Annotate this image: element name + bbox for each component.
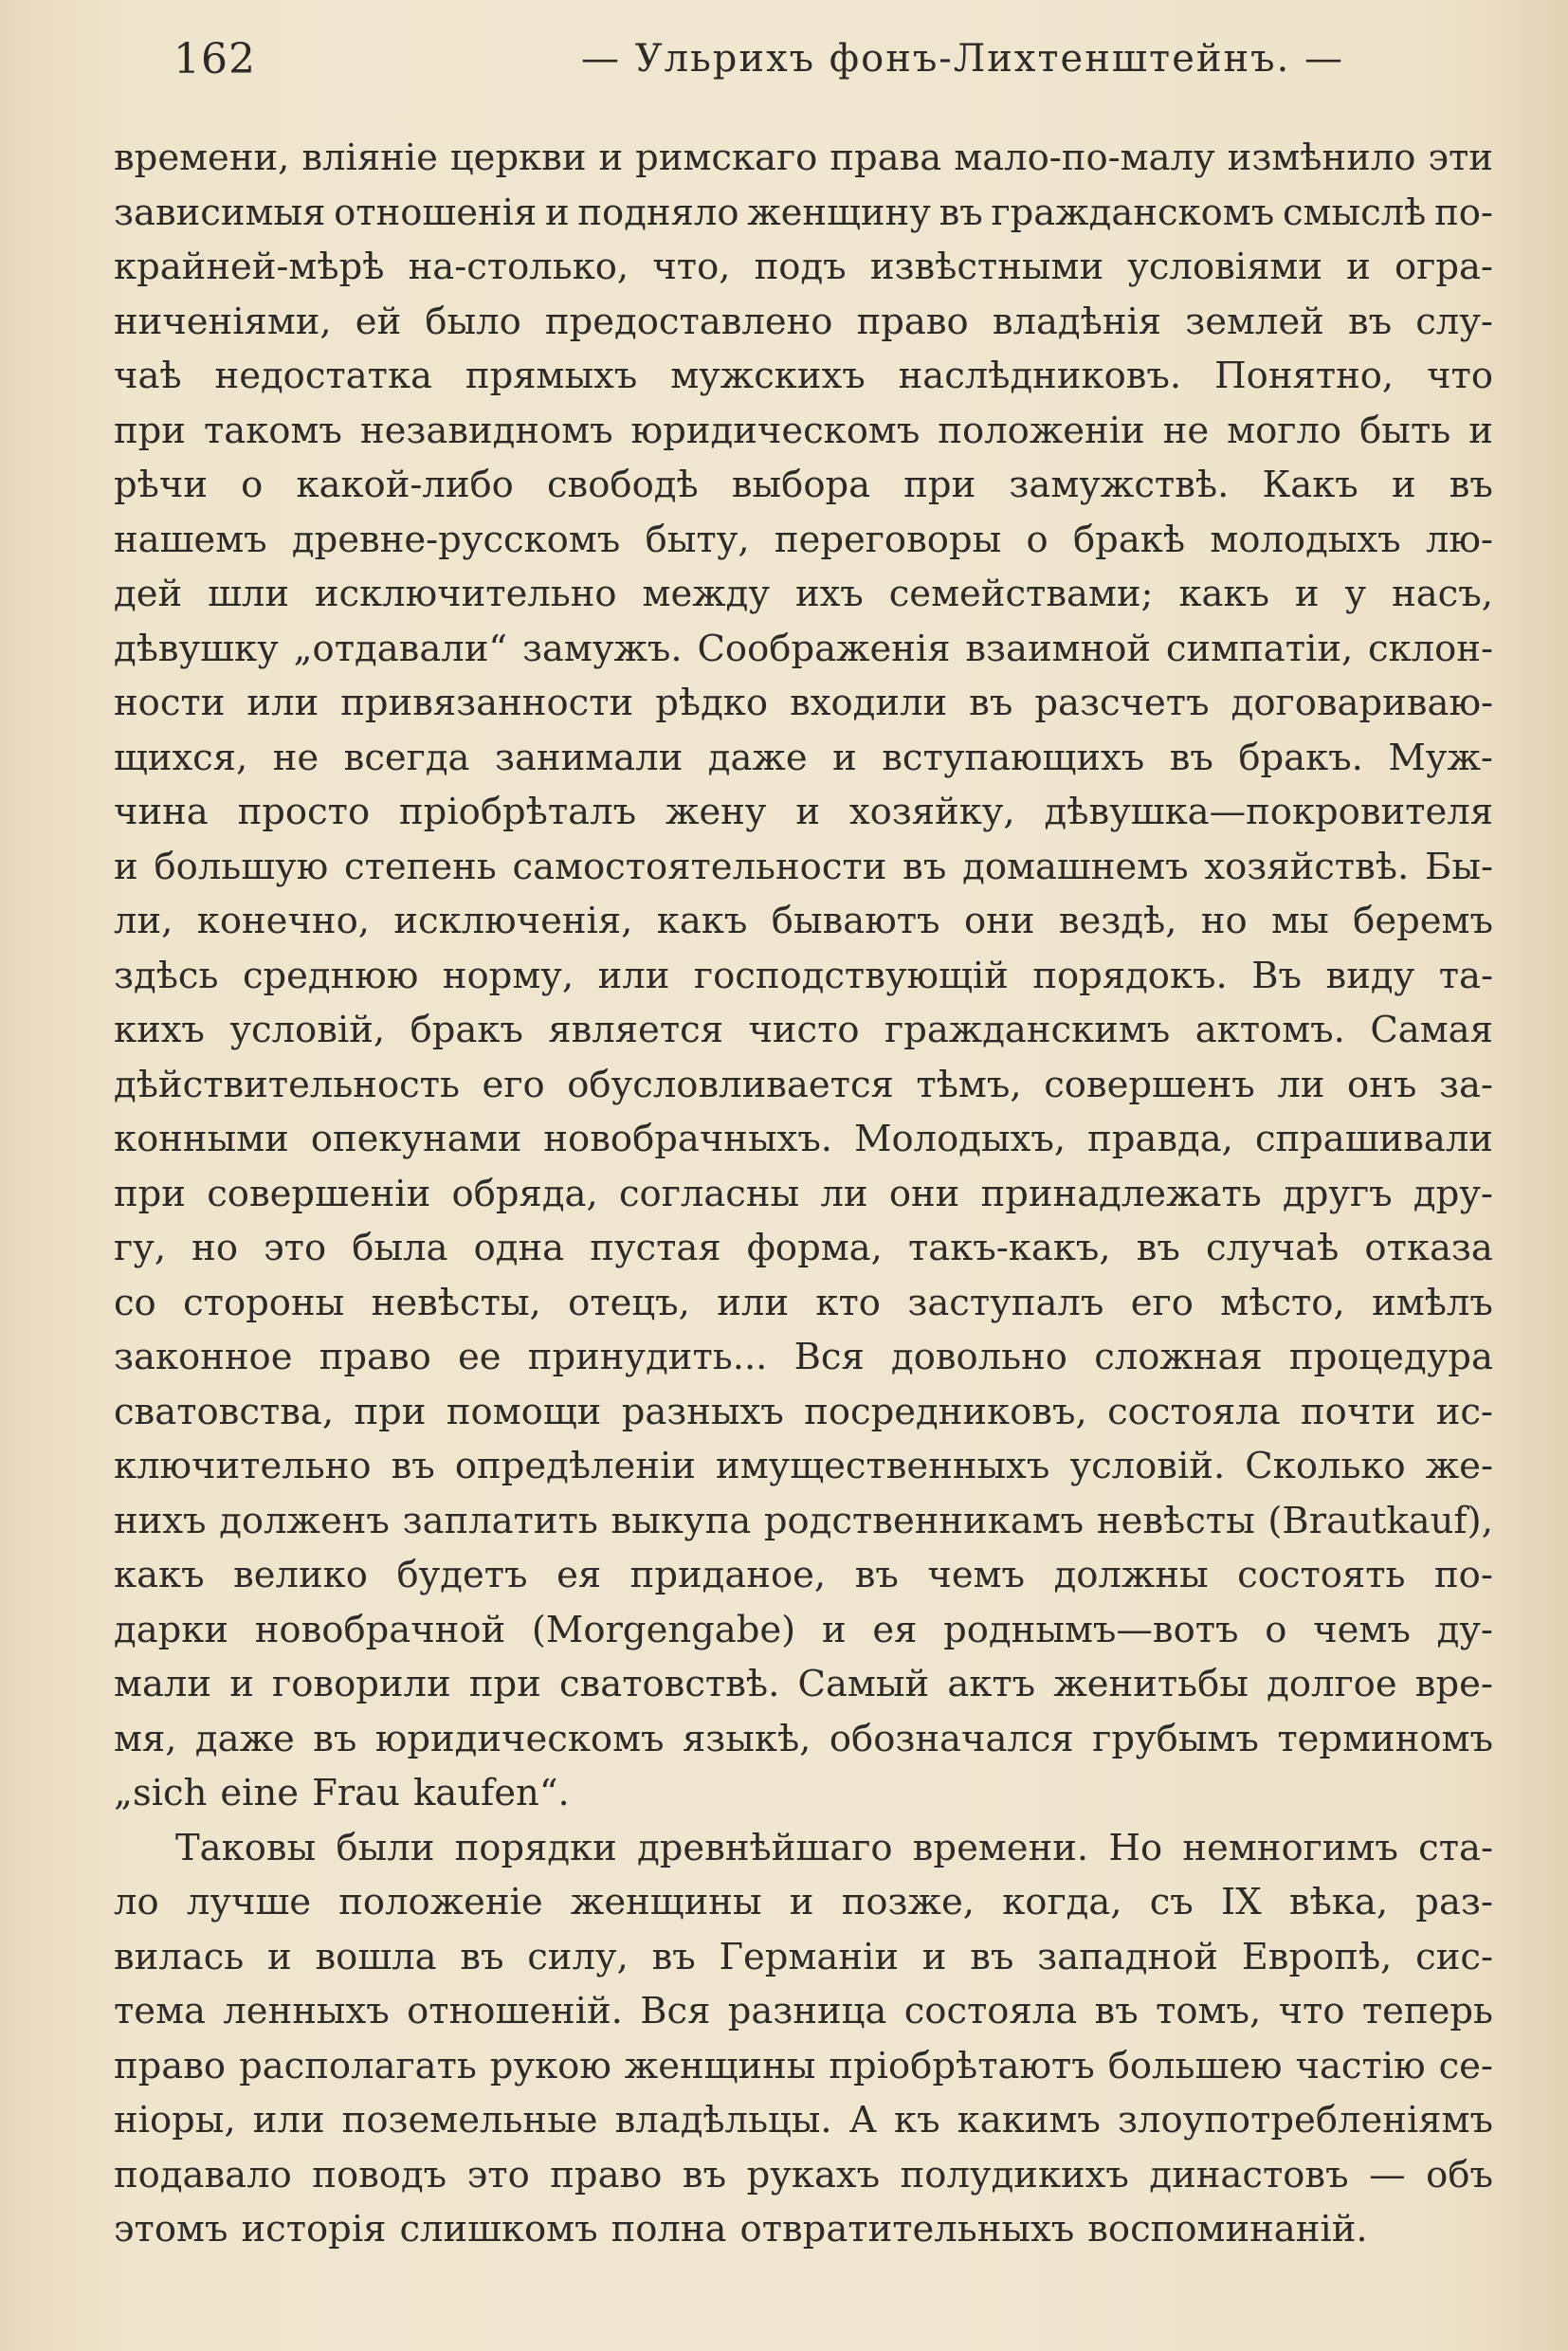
running-title: — Ульрихъ фонъ-Лихтенштейнъ. — [581,37,1345,81]
text-line: рѣчи о какой-либо свободѣ выбора при замужствѣ. Какъ и въ [114,464,1493,506]
running-head [173,30,1487,87]
text-line: „sich eine Frau kaufen“. [114,1772,570,1814]
text-line: дей шли исключительно между ихъ семействами; какъ и у насъ, [114,573,1493,615]
text-line: право располагать рукою женщины пріобрѣтаютъ большею частію се- [114,2044,1493,2087]
text-line: ности или привязанности рѣдко входили въ разсчетъ договариваю- [114,682,1493,724]
text-line: со стороны невѣсты, отецъ, или кто заступалъ его мѣсто, имѣлъ [114,1281,1493,1324]
text-line: кихъ условій, бракъ является чисто гражданскимъ актомъ. Самая [114,1009,1493,1051]
text-line: мя, даже въ юридическомъ языкѣ, обозначался грубымъ терминомъ [114,1717,1493,1760]
text-line: мали и говорили при сватовствѣ. Самый актъ женитьбы долгое вре- [114,1663,1493,1705]
text-line: сватовства, при помощи разныхъ посредниковъ, состояла почти ис- [114,1390,1493,1433]
text-line: чаѣ недостатка прямыхъ мужскихъ наслѣдниковъ. Понятно, что [114,355,1493,397]
paragraph [114,131,1493,1821]
text-line: вилась и вошла въ силу, въ Германіи и въ западной Европѣ, сис- [114,1935,1493,1978]
body-text [114,131,1493,2257]
text-line: дарки новобрачной (Morgengabe) и ея роднымъ—вотъ о чемъ ду- [114,1608,1493,1651]
text-line: нашемъ древне-русскомъ быту, переговоры о бракѣ молодыхъ лю- [114,518,1493,561]
text-line: чина просто пріобрѣталъ жену и хозяйку, дѣвушка—покровителя [114,791,1493,833]
text-line: ніоры, или поземельные владѣльцы. А къ какимъ злоупотребленіямъ [114,2099,1493,2141]
text-line: щихся, не всегда занимали даже и вступающихъ въ бракъ. Муж- [114,736,1493,779]
text-line: при совершеніи обряда, согласны ли они принадлежать другъ дру- [114,1172,1493,1215]
text-line: ло лучше положеніе женщины и позже, когда, съ IX вѣка, раз- [114,1881,1493,1923]
text-line: нихъ долженъ заплатить выкупа родственникамъ невѣсты (Brautkauf), [114,1499,1493,1542]
text-line: какъ велико будетъ ея приданое, въ чемъ должны состоять по- [114,1554,1493,1596]
text-line: конными опекунами новобрачныхъ. Молодыхъ, правда, спрашивали [114,1118,1493,1160]
text-line: времени, вліяніе церкви и римскаго права мало-по-малу измѣнило эти [114,137,1493,179]
text-line: законное право ее принудить... Вся довольно сложная процедура [114,1336,1493,1378]
text-line: и большую степень самостоятельности въ домашнемъ хозяйствѣ. Бы- [114,845,1493,888]
text-line: Таковы были порядки древнѣйшаго времени. Но немногимъ ста- [175,1826,1493,1869]
text-line: этомъ исторія слишкомъ полна отвратительныхъ воспоминаній. [114,2208,1368,2251]
text-line: ключительно въ опредѣленіи имущественныхъ условій. Сколько же- [114,1445,1493,1487]
text-line: при такомъ незавидномъ юридическомъ положеніи не могло быть и [114,409,1493,452]
text-line: зависимыя отношенія и подняло женщину въ гражданскомъ смыслѣ по- [114,191,1493,234]
paragraph [114,1821,1493,2257]
text-line: крайней-мѣрѣ на-столько, что, подъ извѣстными условіями и огра- [114,246,1493,288]
text-line: тема ленныхъ отношеній. Вся разница состояла въ томъ, что теперь [114,1990,1493,2032]
text-line: гу, но это была одна пустая форма, такъ-какъ, въ случаѣ отказа [114,1227,1493,1269]
text-line: здѣсь среднюю норму, или господствующій порядокъ. Въ виду та- [114,954,1493,997]
page-number: 162 [173,34,256,83]
text-line: дѣйствительность его обусловливается тѣмъ, совершенъ ли онъ за- [114,1063,1493,1106]
text-line: дѣвушку „отдавали“ замужъ. Соображенія взаимной симпатіи, склон- [114,627,1493,670]
text-line: ли, конечно, исключенія, какъ бываютъ они вездѣ, но мы беремъ [114,900,1493,942]
text-line: подавало поводъ это право въ рукахъ полудикихъ династовъ — объ [114,2153,1493,2196]
text-line: ниченіями, ей было предоставлено право владѣнія землей въ слу- [114,300,1493,343]
